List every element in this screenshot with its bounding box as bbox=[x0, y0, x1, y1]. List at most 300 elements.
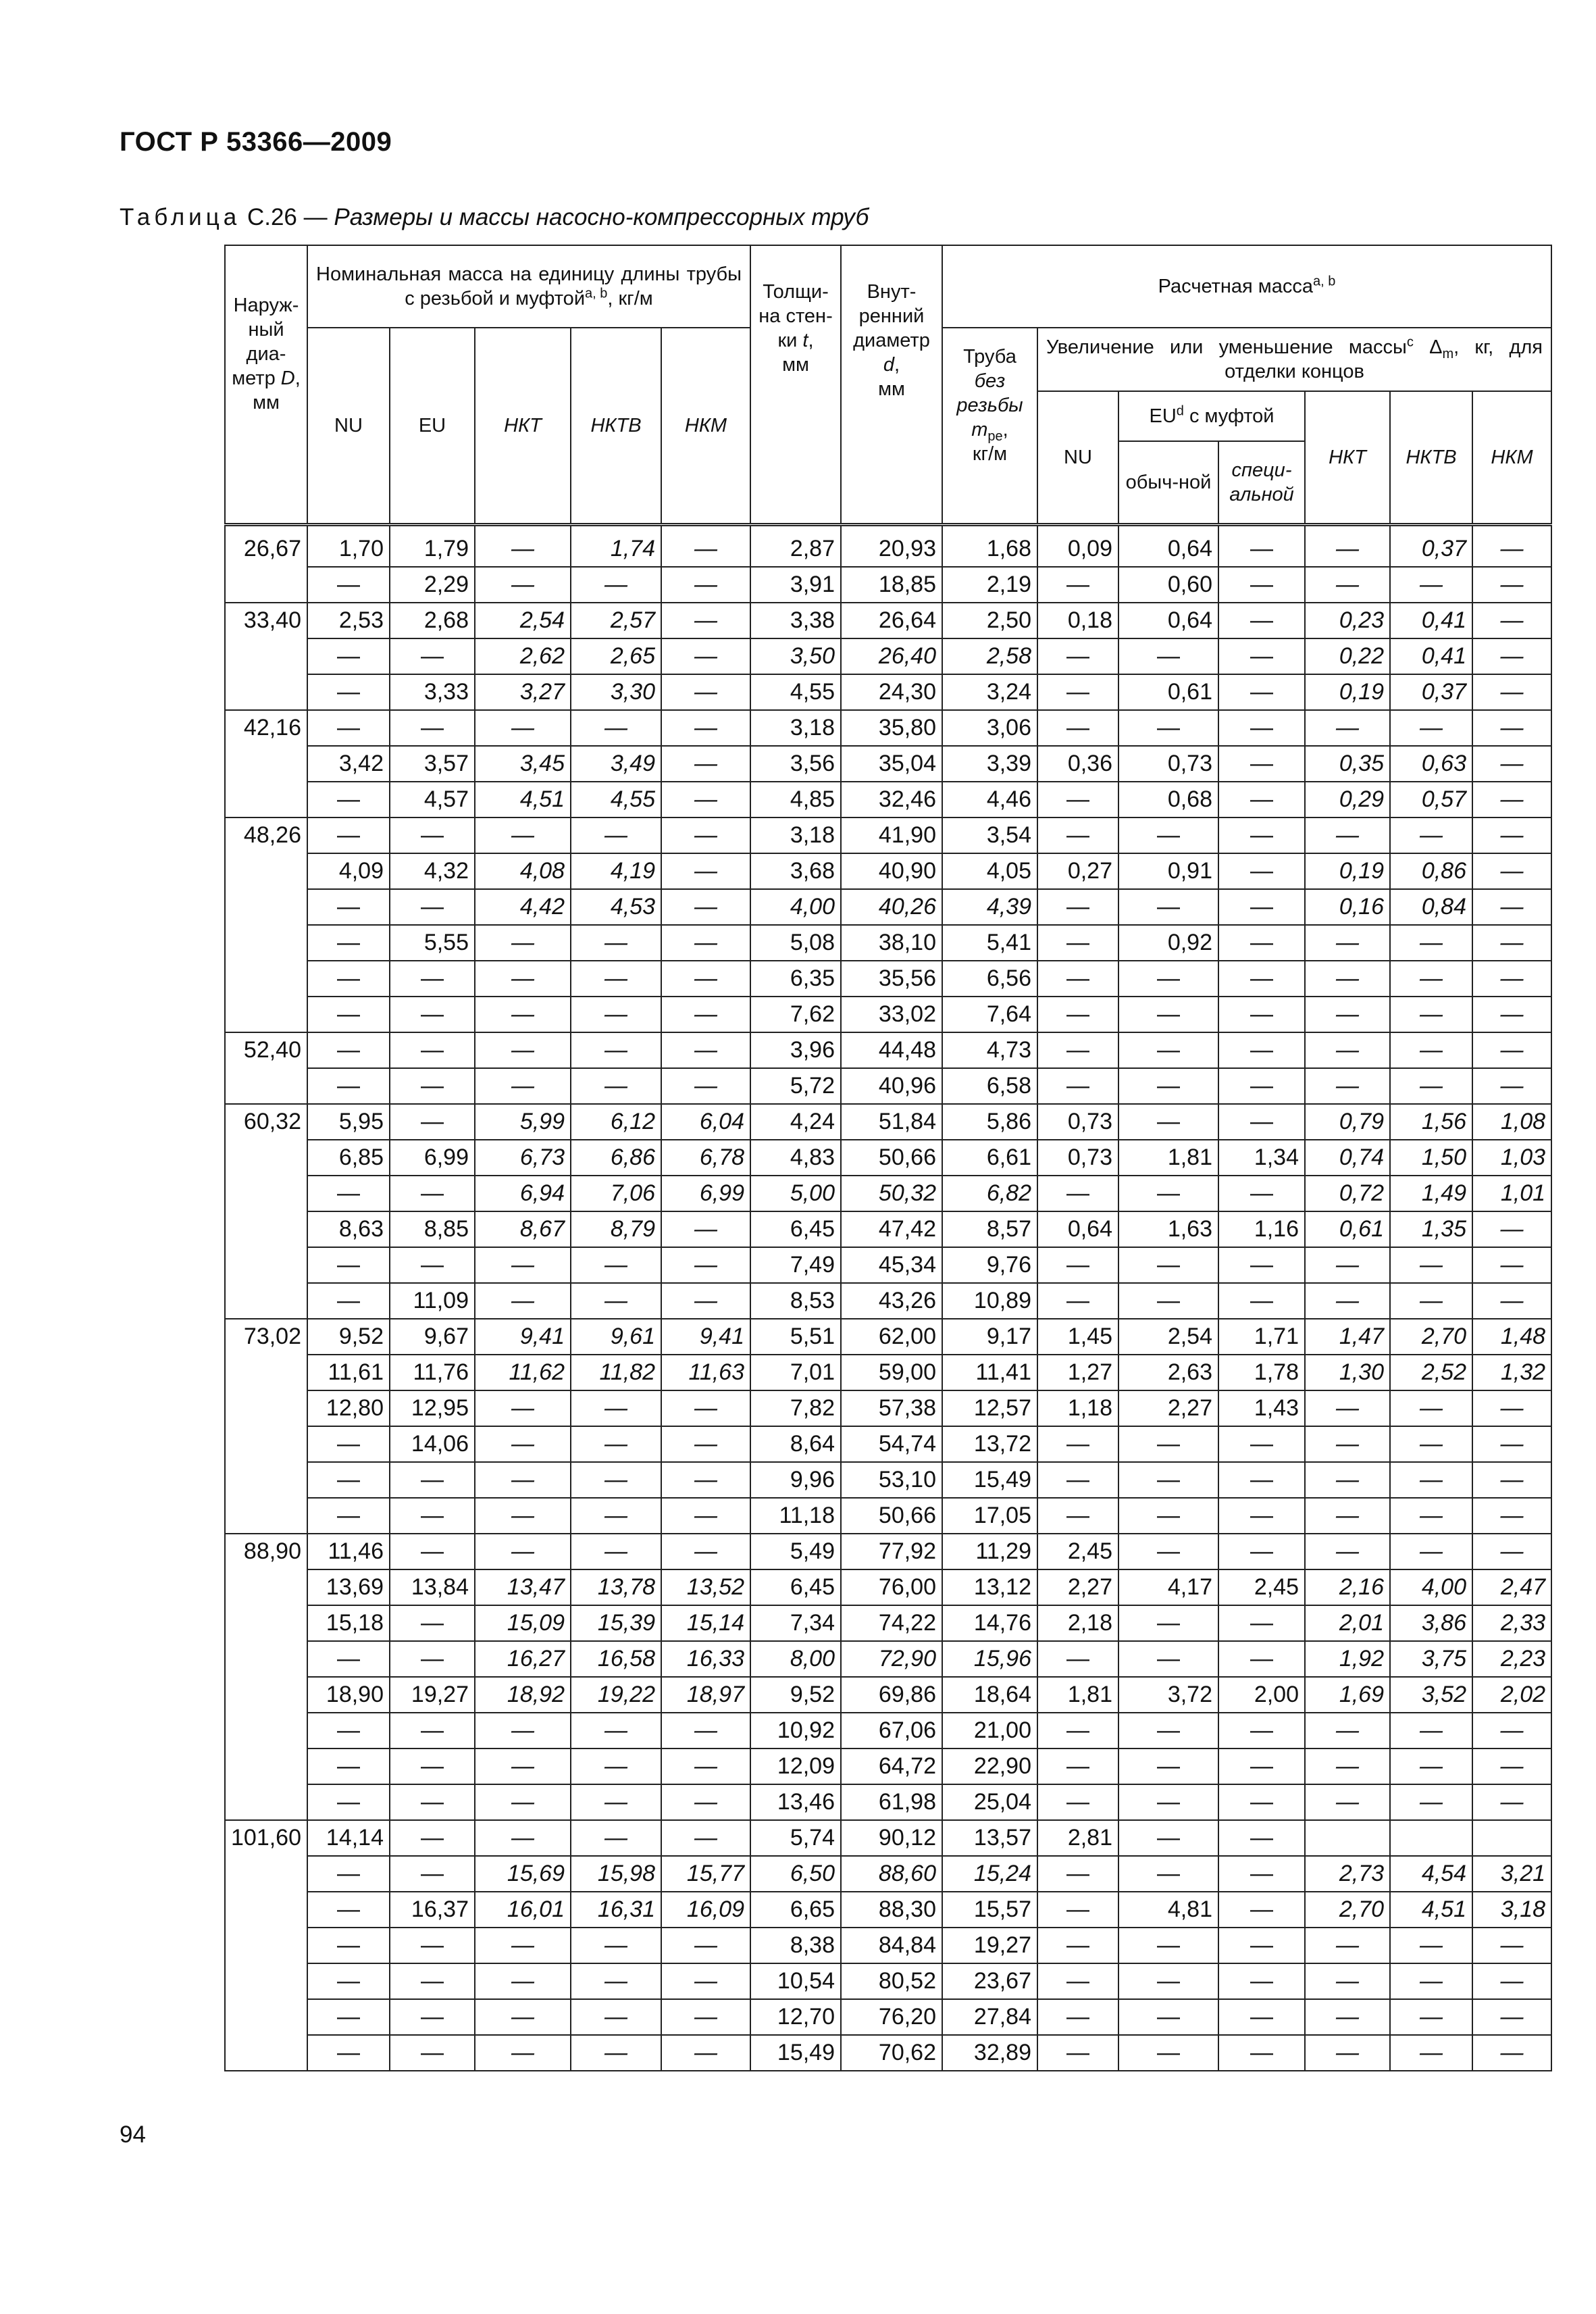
table-cell: 1,81 bbox=[1037, 1677, 1118, 1713]
table-cell: 8,64 bbox=[750, 1426, 841, 1462]
table-cell: 16,01 bbox=[475, 1892, 571, 1928]
table-cell: — bbox=[1472, 1749, 1551, 1784]
table-cell: 84,84 bbox=[841, 1928, 942, 1963]
table-row bbox=[225, 1140, 1551, 1176]
table-cell: — bbox=[1218, 1104, 1305, 1140]
table-cell: — bbox=[1118, 997, 1218, 1032]
table-cell: — bbox=[661, 603, 750, 638]
table-cell: — bbox=[1472, 1784, 1551, 1820]
table-row bbox=[225, 961, 1551, 997]
table-cell: 16,37 bbox=[390, 1892, 475, 1928]
table-cell: 8,79 bbox=[571, 1211, 661, 1247]
table-cell: — bbox=[1118, 1999, 1218, 2035]
table-cell: — bbox=[571, 1999, 661, 2035]
table-cell: — bbox=[1472, 853, 1551, 889]
table-caption bbox=[120, 204, 869, 231]
table-cell: — bbox=[1390, 567, 1472, 603]
table-cell: — bbox=[307, 1426, 390, 1462]
table-cell: — bbox=[661, 1283, 750, 1319]
header-nktv: НКТВ bbox=[571, 328, 661, 525]
table-cell: — bbox=[390, 1641, 475, 1677]
table-cell: — bbox=[1472, 1462, 1551, 1498]
table-cell: — bbox=[307, 1068, 390, 1104]
table-cell: 4,55 bbox=[750, 674, 841, 710]
table-cell: 13,12 bbox=[942, 1569, 1037, 1605]
table-cell: 0,79 bbox=[1305, 1104, 1390, 1140]
table-cell: — bbox=[1472, 603, 1551, 638]
table-cell: — bbox=[1305, 1784, 1390, 1820]
table-cell: 12,95 bbox=[390, 1390, 475, 1426]
table-cell: — bbox=[1118, 638, 1218, 674]
table-cell: — bbox=[1118, 1176, 1218, 1211]
table-row bbox=[225, 1211, 1551, 1247]
table-cell: 7,82 bbox=[750, 1390, 841, 1426]
table-cell: 1,81 bbox=[1118, 1140, 1218, 1176]
table-cell: — bbox=[475, 1462, 571, 1498]
table-row bbox=[225, 853, 1551, 889]
table-cell: — bbox=[1472, 961, 1551, 997]
table-cell: 3,96 bbox=[750, 1032, 841, 1068]
table-cell: — bbox=[1037, 1999, 1118, 2035]
table-cell: 22,90 bbox=[942, 1749, 1037, 1784]
table-cell: 19,22 bbox=[571, 1677, 661, 1713]
table-cell: — bbox=[475, 1999, 571, 2035]
table-cell: 12,70 bbox=[750, 1999, 841, 2035]
caption-title: Размеры и массы насосно-компрессорных труб bbox=[334, 204, 869, 230]
table-cell: 2,01 bbox=[1305, 1605, 1390, 1641]
table-cell: — bbox=[571, 961, 661, 997]
table-cell: — bbox=[307, 1462, 390, 1498]
table-cell: — bbox=[1037, 1856, 1118, 1892]
table-cell: 88,60 bbox=[841, 1856, 942, 1892]
table-cell: 2,53 bbox=[307, 603, 390, 638]
table-cell: 1,47 bbox=[1305, 1319, 1390, 1355]
header-nu: NU bbox=[307, 328, 390, 525]
table-cell: — bbox=[390, 638, 475, 674]
table-cell: — bbox=[1472, 1534, 1551, 1569]
table-cell: — bbox=[571, 1820, 661, 1856]
table-cell: — bbox=[1037, 961, 1118, 997]
table-cell: 2,87 bbox=[750, 525, 841, 568]
table-cell: — bbox=[307, 1963, 390, 1999]
table-cell: 15,49 bbox=[942, 1462, 1037, 1498]
table-cell: — bbox=[1472, 1498, 1551, 1534]
table-cell: — bbox=[307, 1749, 390, 1784]
table-cell: — bbox=[1472, 1068, 1551, 1104]
outer-diameter-cell: 42,16 bbox=[225, 710, 307, 818]
table-cell: 2,54 bbox=[1118, 1319, 1218, 1355]
table-row bbox=[225, 1641, 1551, 1677]
table-cell: 1,63 bbox=[1118, 1211, 1218, 1247]
table-cell: 1,74 bbox=[571, 525, 661, 568]
table-cell: — bbox=[390, 889, 475, 925]
table-cell: — bbox=[1390, 710, 1472, 746]
table-cell: — bbox=[1037, 1247, 1118, 1283]
table-cell: 0,91 bbox=[1118, 853, 1218, 889]
table-row bbox=[225, 1749, 1551, 1784]
table-cell: — bbox=[1390, 2035, 1472, 2071]
table-cell: — bbox=[1118, 889, 1218, 925]
table-cell: 1,30 bbox=[1305, 1355, 1390, 1390]
table-cell: — bbox=[571, 1462, 661, 1498]
table-cell: 0,61 bbox=[1305, 1211, 1390, 1247]
table-cell: 4,00 bbox=[1390, 1569, 1472, 1605]
table-row bbox=[225, 818, 1551, 853]
table-cell: 2,81 bbox=[1037, 1820, 1118, 1856]
table-cell: 2,58 bbox=[942, 638, 1037, 674]
table-cell: 7,01 bbox=[750, 1355, 841, 1390]
table-cell: — bbox=[390, 1104, 475, 1140]
table-cell: — bbox=[475, 2035, 571, 2071]
header-change-nkt: НКТ bbox=[1305, 391, 1390, 525]
table-cell: 15,49 bbox=[750, 2035, 841, 2071]
table-cell: 16,27 bbox=[475, 1641, 571, 1677]
table-row bbox=[225, 1820, 1551, 1856]
table-cell: — bbox=[1218, 603, 1305, 638]
table-cell: 69,86 bbox=[841, 1677, 942, 1713]
table-cell: 1,43 bbox=[1218, 1390, 1305, 1426]
table-cell: 7,06 bbox=[571, 1176, 661, 1211]
table-cell: — bbox=[1305, 1928, 1390, 1963]
table-cell: 6,82 bbox=[942, 1176, 1037, 1211]
table-cell: — bbox=[1037, 1641, 1118, 1677]
table-cell: — bbox=[1305, 1032, 1390, 1068]
table-cell: 57,38 bbox=[841, 1390, 942, 1426]
table-cell: 15,18 bbox=[307, 1605, 390, 1641]
table-cell: — bbox=[1390, 961, 1472, 997]
table-cell: — bbox=[307, 1032, 390, 1068]
table-cell: — bbox=[571, 1963, 661, 1999]
table-cell: 0,84 bbox=[1390, 889, 1472, 925]
table-cell: — bbox=[475, 1068, 571, 1104]
table-cell: 15,69 bbox=[475, 1856, 571, 1892]
table-cell: 44,48 bbox=[841, 1032, 942, 1068]
table-cell: 8,00 bbox=[750, 1641, 841, 1677]
table-cell: 0,61 bbox=[1118, 674, 1218, 710]
table-cell: 19,27 bbox=[942, 1928, 1037, 1963]
table-cell: 3,56 bbox=[750, 746, 841, 782]
table-cell: — bbox=[390, 1534, 475, 1569]
table-cell: 2,02 bbox=[1472, 1677, 1551, 1713]
table-cell: — bbox=[661, 1426, 750, 1462]
table-cell: 4,24 bbox=[750, 1104, 841, 1140]
table-cell: — bbox=[661, 1963, 750, 1999]
table-row bbox=[225, 1462, 1551, 1498]
table-cell: — bbox=[1472, 525, 1551, 568]
table-cell: 4,00 bbox=[750, 889, 841, 925]
table-cell: — bbox=[1218, 674, 1305, 710]
table-cell: — bbox=[307, 1247, 390, 1283]
table-cell: — bbox=[390, 1068, 475, 1104]
table-row bbox=[225, 674, 1551, 710]
table-cell: — bbox=[390, 710, 475, 746]
table-cell: — bbox=[1472, 1211, 1551, 1247]
table-cell: — bbox=[1118, 2035, 1218, 2071]
table-cell: — bbox=[390, 1713, 475, 1749]
table-cell: 12,80 bbox=[307, 1390, 390, 1426]
table-cell: — bbox=[1305, 1498, 1390, 1534]
table-cell: — bbox=[661, 567, 750, 603]
outer-diameter-cell: 33,40 bbox=[225, 603, 307, 710]
table-cell: — bbox=[1390, 1283, 1472, 1319]
table-cell: — bbox=[1218, 1462, 1305, 1498]
table-cell: — bbox=[307, 782, 390, 818]
table-cell: — bbox=[1118, 1068, 1218, 1104]
table-cell: — bbox=[307, 1999, 390, 2035]
table-cell: 11,63 bbox=[661, 1355, 750, 1390]
header-eu-special: специ-альной bbox=[1218, 441, 1305, 525]
header-eu-regular: обыч-ной bbox=[1118, 441, 1218, 525]
table-cell: — bbox=[1305, 1713, 1390, 1749]
table-cell: 17,05 bbox=[942, 1498, 1037, 1534]
table-cell: 18,85 bbox=[841, 567, 942, 603]
table-cell: 35,56 bbox=[841, 961, 942, 997]
table-cell: 0,22 bbox=[1305, 638, 1390, 674]
table-cell: 0,18 bbox=[1037, 603, 1118, 638]
table-cell: 4,09 bbox=[307, 853, 390, 889]
header-nominal-mass: Номинальная масса на единицу длины трубы с резьбой и муфтой$^{a, b}$, кг/м bbox=[307, 245, 750, 328]
table-cell: — bbox=[1390, 1534, 1472, 1569]
table-cell: — bbox=[1390, 1999, 1472, 2035]
table-cell: — bbox=[661, 1713, 750, 1749]
table-cell: — bbox=[661, 674, 750, 710]
table-cell: — bbox=[1118, 1749, 1218, 1784]
table-cell: — bbox=[1218, 1498, 1305, 1534]
table-row bbox=[225, 1892, 1551, 1928]
table-row bbox=[225, 1104, 1551, 1140]
table-cell: 3,38 bbox=[750, 603, 841, 638]
table-cell: — bbox=[1218, 889, 1305, 925]
table-cell: — bbox=[1218, 1068, 1305, 1104]
table-cell: — bbox=[475, 1283, 571, 1319]
table-cell: — bbox=[1037, 1462, 1118, 1498]
table-cell: 16,33 bbox=[661, 1641, 750, 1677]
table-cell: — bbox=[1390, 925, 1472, 961]
table-cell: — bbox=[1305, 1283, 1390, 1319]
table-cell: — bbox=[475, 525, 571, 568]
table-cell: — bbox=[1037, 1032, 1118, 1068]
table-cell: 18,90 bbox=[307, 1677, 390, 1713]
table-cell: 10,54 bbox=[750, 1963, 841, 1999]
table-row bbox=[225, 889, 1551, 925]
table-cell: — bbox=[1118, 1462, 1218, 1498]
table-cell: 9,67 bbox=[390, 1319, 475, 1355]
table-cell: — bbox=[390, 1749, 475, 1784]
table-cell: 0,73 bbox=[1037, 1104, 1118, 1140]
table-cell: 3,30 bbox=[571, 674, 661, 710]
table-cell: 41,90 bbox=[841, 818, 942, 853]
table-cell: 0,27 bbox=[1037, 853, 1118, 889]
table-row bbox=[225, 925, 1551, 961]
table-cell bbox=[1305, 1820, 1390, 1856]
table-cell: — bbox=[390, 1963, 475, 1999]
table-cell: 9,96 bbox=[750, 1462, 841, 1498]
table-cell: 1,56 bbox=[1390, 1104, 1472, 1140]
table-cell: — bbox=[661, 746, 750, 782]
table-cell: 13,57 bbox=[942, 1820, 1037, 1856]
table-row bbox=[225, 1319, 1551, 1355]
table-cell: 1,45 bbox=[1037, 1319, 1118, 1355]
table-row bbox=[225, 1032, 1551, 1068]
table-cell: — bbox=[1218, 1784, 1305, 1820]
table-cell: — bbox=[1472, 1713, 1551, 1749]
table-row bbox=[225, 1784, 1551, 1820]
table-cell: 6,35 bbox=[750, 961, 841, 997]
table-row bbox=[225, 525, 1551, 568]
table-cell: 50,32 bbox=[841, 1176, 942, 1211]
table-cell: 1,01 bbox=[1472, 1176, 1551, 1211]
table-cell: 13,47 bbox=[475, 1569, 571, 1605]
table-cell: 15,98 bbox=[571, 1856, 661, 1892]
table-cell: 5,08 bbox=[750, 925, 841, 961]
table-cell: — bbox=[1472, 674, 1551, 710]
table-cell: — bbox=[307, 1892, 390, 1928]
table-cell: 13,84 bbox=[390, 1569, 475, 1605]
table-cell: — bbox=[1472, 1390, 1551, 1426]
table-cell: — bbox=[307, 1176, 390, 1211]
table-cell: — bbox=[571, 1498, 661, 1534]
table-cell: 35,80 bbox=[841, 710, 942, 746]
table-cell: 11,46 bbox=[307, 1534, 390, 1569]
table-cell: 2,52 bbox=[1390, 1355, 1472, 1390]
table-cell: 2,18 bbox=[1037, 1605, 1118, 1641]
table-cell: — bbox=[661, 1928, 750, 1963]
table-cell: — bbox=[475, 1390, 571, 1426]
table-cell: 1,70 bbox=[307, 525, 390, 568]
table-cell: — bbox=[1390, 1426, 1472, 1462]
table-cell: 0,23 bbox=[1305, 603, 1390, 638]
table-cell: — bbox=[1218, 1892, 1305, 1928]
table-cell: 2,27 bbox=[1037, 1569, 1118, 1605]
table-cell: 40,90 bbox=[841, 853, 942, 889]
table-cell: 0,64 bbox=[1118, 603, 1218, 638]
table-cell: — bbox=[1037, 889, 1118, 925]
table-cell: — bbox=[1218, 1641, 1305, 1677]
header-plain-pipe: Труба без резьбы $m_{pe}$, кг/м bbox=[942, 328, 1037, 525]
table-row bbox=[225, 1534, 1551, 1569]
table-cell: — bbox=[390, 997, 475, 1032]
table-cell: — bbox=[1305, 1999, 1390, 2035]
table-cell: — bbox=[1118, 1283, 1218, 1319]
table-cell: — bbox=[1305, 1426, 1390, 1462]
table-cell: 4,51 bbox=[475, 782, 571, 818]
table-cell: — bbox=[1472, 782, 1551, 818]
table-cell: 11,62 bbox=[475, 1355, 571, 1390]
table-cell: — bbox=[475, 961, 571, 997]
table-cell: 27,84 bbox=[942, 1999, 1037, 2035]
table-cell: — bbox=[390, 961, 475, 997]
table-cell: — bbox=[307, 567, 390, 603]
table-cell: 4,57 bbox=[390, 782, 475, 818]
table-row bbox=[225, 1713, 1551, 1749]
table-cell: — bbox=[1305, 1749, 1390, 1784]
table-cell: — bbox=[1472, 1247, 1551, 1283]
table-cell: 32,89 bbox=[942, 2035, 1037, 2071]
table-cell: 2,65 bbox=[571, 638, 661, 674]
table-cell: 0,37 bbox=[1390, 674, 1472, 710]
header-change-nktv: НКТВ bbox=[1390, 391, 1472, 525]
table-cell: — bbox=[1118, 1534, 1218, 1569]
table-cell: 0,74 bbox=[1305, 1140, 1390, 1176]
header-outer-diameter: Наруж-ный диа-метр D, мм bbox=[225, 245, 307, 525]
table-cell: — bbox=[475, 1963, 571, 1999]
table-cell: — bbox=[1118, 1032, 1218, 1068]
table-cell: 1,48 bbox=[1472, 1319, 1551, 1355]
table-cell: — bbox=[1390, 1390, 1472, 1426]
table-cell: 35,04 bbox=[841, 746, 942, 782]
table-cell: 7,62 bbox=[750, 997, 841, 1032]
table-cell: 6,45 bbox=[750, 1569, 841, 1605]
table-cell: 4,17 bbox=[1118, 1569, 1218, 1605]
table-cell: 23,67 bbox=[942, 1963, 1037, 1999]
table-cell: 2,57 bbox=[571, 603, 661, 638]
table-cell: 62,00 bbox=[841, 1319, 942, 1355]
table-cell: 2,47 bbox=[1472, 1569, 1551, 1605]
table-cell: 72,90 bbox=[841, 1641, 942, 1677]
table-cell: 6,56 bbox=[942, 961, 1037, 997]
table-cell: 18,92 bbox=[475, 1677, 571, 1713]
table-cell: — bbox=[390, 1176, 475, 1211]
table-cell: 4,81 bbox=[1118, 1892, 1218, 1928]
table-cell: 1,16 bbox=[1218, 1211, 1305, 1247]
table-cell: 2,23 bbox=[1472, 1641, 1551, 1677]
table-row bbox=[225, 1677, 1551, 1713]
table-cell: 15,77 bbox=[661, 1856, 750, 1892]
table-cell: — bbox=[475, 925, 571, 961]
table-cell: 5,41 bbox=[942, 925, 1037, 961]
table-cell: 2,70 bbox=[1305, 1892, 1390, 1928]
table-cell: 3,27 bbox=[475, 674, 571, 710]
table-cell: — bbox=[1118, 1928, 1218, 1963]
table-cell: — bbox=[307, 1784, 390, 1820]
table-cell: 1,69 bbox=[1305, 1677, 1390, 1713]
table-cell: 88,30 bbox=[841, 1892, 942, 1928]
table-row bbox=[225, 1498, 1551, 1534]
table-cell: 19,27 bbox=[390, 1677, 475, 1713]
table-cell: — bbox=[1305, 1390, 1390, 1426]
table-row bbox=[225, 603, 1551, 638]
table-cell: — bbox=[1390, 1462, 1472, 1498]
table-cell: 43,26 bbox=[841, 1283, 942, 1319]
table-cell: 3,75 bbox=[1390, 1641, 1472, 1677]
table-cell: — bbox=[475, 997, 571, 1032]
table-cell: 13,72 bbox=[942, 1426, 1037, 1462]
table-cell: — bbox=[1305, 567, 1390, 603]
table-cell: — bbox=[1037, 1928, 1118, 1963]
table-cell: 6,04 bbox=[661, 1104, 750, 1140]
table-cell: — bbox=[1037, 567, 1118, 603]
table-cell: 0,09 bbox=[1037, 525, 1118, 568]
table-cell: — bbox=[1218, 1247, 1305, 1283]
table-cell: 1,49 bbox=[1390, 1176, 1472, 1211]
table-cell: 3,18 bbox=[1472, 1892, 1551, 1928]
table-cell: — bbox=[1305, 1534, 1390, 1569]
table-cell: 1,32 bbox=[1472, 1355, 1551, 1390]
table-cell: 0,92 bbox=[1118, 925, 1218, 961]
table-cell: 9,76 bbox=[942, 1247, 1037, 1283]
table-cell: 7,49 bbox=[750, 1247, 841, 1283]
table-cell: 6,12 bbox=[571, 1104, 661, 1140]
table-cell: 64,72 bbox=[841, 1749, 942, 1784]
table-row bbox=[225, 1390, 1551, 1426]
table-cell: 3,18 bbox=[750, 710, 841, 746]
table-cell: — bbox=[307, 925, 390, 961]
table-cell: — bbox=[1472, 889, 1551, 925]
table-cell: 90,12 bbox=[841, 1820, 942, 1856]
table-cell: 11,82 bbox=[571, 1355, 661, 1390]
table-cell: — bbox=[571, 567, 661, 603]
table-cell: 5,74 bbox=[750, 1820, 841, 1856]
